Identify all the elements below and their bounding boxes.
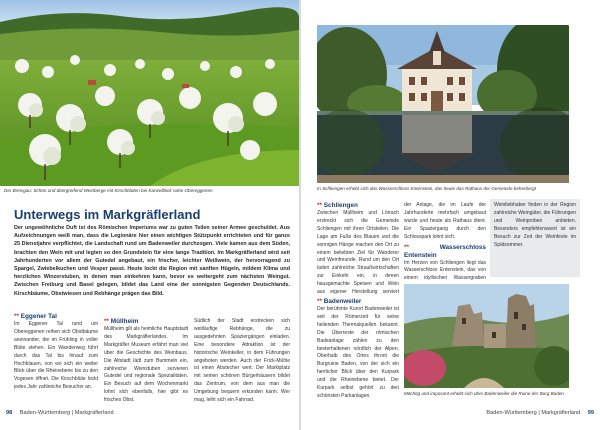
rating-stars: **: [404, 243, 409, 251]
page-headline: Unterwegs im Markgräflerland: [14, 207, 201, 222]
info-box: [490, 199, 580, 277]
book-gutter: [299, 0, 301, 430]
continued-text-castle: der Anlage, die im Laufe der Jahrhunderte mehrfach umgebaut wurde und heute als Rathaus dient. Ein Spaziergang durch den Schlosspark lohnt sich.: [404, 202, 486, 240]
ruin-illustration: [404, 284, 569, 388]
ruin-photo-caption: Mächtig und imposant erhebt sich über Badenweiler die Ruine der Burg Baden: [404, 391, 564, 396]
section-text-wasserschloss: Im Herzen von Schliengen liegt das Wasserschloss Entenstein, das von einem idyllischen Wassergraben: [404, 259, 486, 280]
section-title: Badenweiler: [323, 298, 362, 305]
section-text-badenweiler: Der berühmte Kurort Badenweiler ist seit der Römerzeit für seine heilenden Thermalquellen bekannt. Die Überreste der römischen Badeanlage zählen zu den besterhaltenen nördlich der Alpen. Oberhalb des Ortes thront die Burgruine Baden, von der sich ein herrlicher Blick über den Kurpark und die Rheinebene bietet. Der Kurpark selbst gehört zu den schönsten Parkanlagen.: [317, 306, 399, 399]
rating-stars: **: [104, 318, 109, 325]
page-number: 98: [6, 410, 13, 416]
left-footer: [6, 410, 114, 416]
rating-stars: **: [317, 298, 322, 305]
section-heading-wasserschloss: [404, 244, 486, 260]
page-number: 99: [587, 410, 594, 416]
left-column-2: [104, 318, 188, 405]
running-title: Baden-Württemberg | Markgräflerland: [486, 410, 581, 416]
right-footer: [486, 410, 594, 416]
orchard-photo: [0, 0, 299, 186]
section-heading-schliengen: [317, 202, 399, 210]
castle-illustration: [317, 25, 569, 183]
section-heading-muellheim: [104, 318, 188, 326]
section-text-eggener-tal: Im Eggener Tal rund um Obereggenen reihen sich Obstbäume aneinander, die im Frühling in voller Blüte stehen. Ein Wanderweg führt durch das Tal bis hinauf zum Hochblauen, von wo sich ein weiter Blick über die Rheinebene bis zu den Vogesen öffnet. Die Kirschblüte lockt jedes Jahr zahlreiche Besucher an.: [14, 321, 98, 391]
section-text-muellheim: Müllheim gilt als heimliche Hauptstadt des Markgräflerlandes. Im Markgräfler Museum erfährt man viel über die Geschichte des Weinbaus. Die Altstadt lädt zum Bummeln ein, zahlreiche Weinstuben servieren Gutedel und regionale Spezialitäten. Ein Besuch auf dem Wochenmarkt lohnt sich ebenfalls, hier gibt es frisches Obst.: [104, 326, 188, 404]
left-column-1: [14, 313, 98, 405]
section-text-schliengen: Zwischen Müllheim und Lörrach erstreckt sich die Gemeinde Schliengen mit ihren Ortsteilen. Die Lage am Fuße des Blauen und die sonnigen Hänge machen den Ort zu einem beliebten Ziel für Wanderer und Weinfreunde. Rund um den Ort laden zahlreiche Straußwirtschaften zur Einkehr ein, in denen hausgemachte Speisen und Wein aus eigener Herstellung serviert: [317, 210, 399, 296]
rating-stars: **: [14, 313, 19, 320]
castle-photo-caption: In Schliengen erhebt sich das Wasserschloss Entenstein, das heute das Rathaus der Gemeinde beherbergt: [317, 186, 537, 191]
running-title: Baden-Württemberg | Markgräflerland: [19, 410, 114, 416]
left-column-3: [194, 318, 290, 405]
section-title: Müllheim: [110, 318, 139, 325]
rating-stars: **: [317, 202, 322, 209]
section-title: Schliengen: [323, 202, 358, 209]
orchard-illustration: [0, 0, 299, 186]
section-title: Wasserschloss Entenstein: [404, 243, 486, 259]
section-heading-badenweiler: [317, 298, 399, 306]
section-title: Eggener Tal: [20, 313, 57, 320]
right-column-1: [317, 202, 399, 405]
right-column-2: [404, 202, 486, 280]
section-heading-eggener-tal: [14, 313, 98, 321]
ruin-photo: [404, 284, 569, 388]
intro-paragraph: Der ungewöhnliche Duft ist des Römischen Imperiums war zu guten Teilen seiner Armee geschuldet. Aus Aufzeichnungen weiß man, dass die Legionäre hier einen wichtigen Stützpunkt errichteten und für ganze 25 Dienstjahre verpflichtet, die Landschaft rund um Badenweiler durchzogen. Viele kamen aus dem Süden, brachten den Wein mit und legten so den Grundstein für eine lange Tradition. Im Markgräflerland wird seit Jahrhunderten vor allem der Gutedel angebaut, ein frischer, leichter Weißwein, der hervorragend zu Spargel, Zwiebelkuchen und Vesper passt. Heute lockt die Region mit sanften Hügeln, mildem Klima und herzlichen Winzerstuben, in denen man einkehren kann, bevor es weitergeht zum nächsten Weingut. Zwischen Freiburg und Basel gelegen, bildet das Land eine der sonnigsten Gegenden Deutschlands. Kirschbäume, Obstwiesen und Rebhänge prägen das Bild.: [14, 225, 290, 297]
orchard-photo-caption: Der Breisgau: Schön und übergreifend Weinberge mit Kirschblüten bei Kanzelblick nahe Obereggenen: [4, 188, 213, 193]
continued-text: Südlich der Stadt erstrecken sich weitläufige Rebhänge, die zu ausgedehnten Spaziergängen einladen. Eine besondere Attraktion ist der historische Weinkeller, in dem Führungen angeboten werden. Auch der Frick-Mühle ist einen Abstecher wert. Der Marktplatz mit seinen schönen Bürgerhäusern bildet das Zentrum, von dem aus man die Umgebung bequem erkunden kann. Wer mag, leiht sich ein Fahrrad.: [194, 318, 290, 404]
castle-photo: [317, 25, 569, 183]
info-box-text: Weinliebhaber finden in der Region zahlreiche Weingüter, die Führungen und Weinproben anbieten. Besonders empfehlenswert ist ein Besuch zur Zeit der Weinfeste im Spätsommer.: [494, 202, 576, 248]
